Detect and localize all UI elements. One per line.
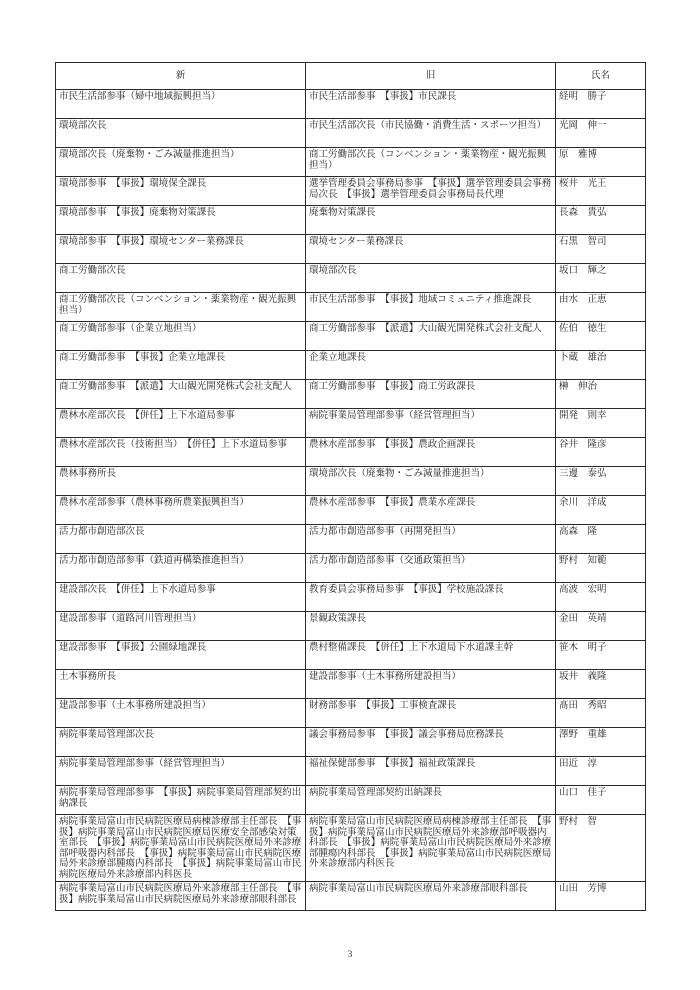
cell-old-position: 廃棄物対策課長 bbox=[306, 206, 556, 235]
table-row bbox=[56, 119, 646, 148]
table-row bbox=[56, 467, 646, 496]
cell-name: 山田 芳博 bbox=[556, 882, 646, 911]
cell-old-position: 活力都市創造部参事（再開発担当） bbox=[306, 525, 556, 554]
cell-name: 長森 貴弘 bbox=[556, 206, 646, 235]
cell-name: 谷井 隆彦 bbox=[556, 438, 646, 467]
table-row bbox=[56, 786, 646, 815]
table-row bbox=[56, 496, 646, 525]
cell-old-position: 福祉保健部参事 【事扱】福祉政策課長 bbox=[306, 757, 556, 786]
table-row bbox=[56, 670, 646, 699]
table-row bbox=[56, 525, 646, 554]
table-row bbox=[56, 612, 646, 641]
cell-old-position: 財務部参事 【事扱】工事検査課長 bbox=[306, 699, 556, 728]
cell-new-position: 商工労働部次長（コンベンション・薬業物産・観光振興担当） bbox=[56, 293, 306, 322]
table-row bbox=[56, 264, 646, 293]
table-row bbox=[56, 438, 646, 467]
table-row bbox=[56, 235, 646, 264]
cell-old-position: 環境部次長 bbox=[306, 264, 556, 293]
cell-new-position: 活力都市創造部次長 bbox=[56, 525, 306, 554]
table-row bbox=[56, 409, 646, 438]
cell-name: 高森 隆 bbox=[556, 525, 646, 554]
cell-new-position: 環境部参事 【事扱】廃棄物対策課長 bbox=[56, 206, 306, 235]
cell-old-position: 環境部次長（廃棄物・ごみ減量推進担当） bbox=[306, 467, 556, 496]
table-row bbox=[56, 699, 646, 728]
table-row bbox=[56, 815, 646, 882]
cell-name: 髙田 秀昭 bbox=[556, 699, 646, 728]
cell-name: 由水 正恵 bbox=[556, 293, 646, 322]
cell-new-position: 環境部参事 【事扱】環境センター業務課長 bbox=[56, 235, 306, 264]
cell-old-position: 選挙管理委員会事務局参事 【事扱】選挙管理委員会事務局次長 【事扱】選挙管理委員会事務局長代理 bbox=[306, 177, 556, 206]
cell-new-position: 病院事業局富山市民病院医療局外来診療部主任部長 【事扱】病院事業局富山市民病院医療局外来診療部眼科部長 bbox=[56, 882, 306, 911]
page-number: 3 bbox=[347, 950, 353, 960]
cell-old-position: 農村整備課長 【併任】上下水道局下水道課主幹 bbox=[306, 641, 556, 670]
table-row bbox=[56, 351, 646, 380]
table-row bbox=[56, 206, 646, 235]
cell-old-position: 環境センター業務課長 bbox=[306, 235, 556, 264]
cell-new-position: 病院事業局管理部次長 bbox=[56, 728, 306, 757]
cell-name: 経明 勝子 bbox=[556, 90, 646, 119]
table-row bbox=[56, 90, 646, 119]
cell-name: 榊 伸治 bbox=[556, 380, 646, 409]
cell-name: 石黒 智司 bbox=[556, 235, 646, 264]
cell-new-position: 環境部次長 bbox=[56, 119, 306, 148]
cell-old-position: 景観政策課長 bbox=[306, 612, 556, 641]
cell-name: 原 雅博 bbox=[556, 148, 646, 177]
cell-old-position: 病院事業局富山市民病院医療局外来診療部眼科部長 bbox=[306, 882, 556, 911]
cell-name: 桜井 光王 bbox=[556, 177, 646, 206]
cell-new-position: 病院事業局管理部参事 【事扱】病院事業局管理部契約出納課長 bbox=[56, 786, 306, 815]
column-header-old: 旧 bbox=[306, 63, 556, 90]
table-row bbox=[56, 380, 646, 409]
table-row bbox=[56, 757, 646, 786]
cell-old-position: 市民生活部参事 【事扱】市民課長 bbox=[306, 90, 556, 119]
cell-new-position: 環境部次長（廃棄物・ごみ減量推進担当） bbox=[56, 148, 306, 177]
cell-name: 野村 智 bbox=[556, 815, 646, 882]
cell-old-position: 商工労働部参事 【事扱】商工労政課長 bbox=[306, 380, 556, 409]
cell-name: 金田 英靖 bbox=[556, 612, 646, 641]
cell-new-position: 土木事務所長 bbox=[56, 670, 306, 699]
cell-name: 坂井 義隆 bbox=[556, 670, 646, 699]
table-row bbox=[56, 293, 646, 322]
cell-new-position: 商工労働部参事 【事扱】企業立地課長 bbox=[56, 351, 306, 380]
cell-old-position: 商工労働部次長（コンベンション・薬業物産・観光振興担当） bbox=[306, 148, 556, 177]
personnel-transfer-table bbox=[55, 62, 646, 911]
table-header-row bbox=[56, 63, 646, 90]
cell-new-position: 病院事業局富山市民病院医療局病棟診療部主任部長 【事扱】病院事業局富山市民病院医療局医療安全部感染対策室部長 【事扱】病院事業局富山市民病院医療局外来診療部呼吸器内科部長 【事扱】病院事業局富山市民病院医療局外来診療部腫瘍内科部長 【事扱】病院事業局富山市民病院医療局外来診療部内科医長 bbox=[56, 815, 306, 882]
cell-name: 坂口 輝之 bbox=[556, 264, 646, 293]
table-row bbox=[56, 148, 646, 177]
cell-old-position: 建設部参事（土木事務所建設担当） bbox=[306, 670, 556, 699]
cell-old-position: 市民生活部参事 【事扱】地域コミュニティ推進課長 bbox=[306, 293, 556, 322]
cell-new-position: 農林事務所長 bbox=[56, 467, 306, 496]
cell-old-position: 病院事業局管理部契約出納課長 bbox=[306, 786, 556, 815]
cell-old-position: 病院事業局富山市民病院医療局病棟診療部主任部長 【事扱】病院事業局富山市民病院医療局外来診療部呼吸器内科部長 【事扱】病院事業局富山市民病院医療局外来診療部腫瘍内科部長 【事扱】病院事業局富山市民病院医療局外来診療部内科医長 bbox=[306, 815, 556, 882]
cell-name: 三邊 泰弘 bbox=[556, 467, 646, 496]
cell-name: 山口 佳子 bbox=[556, 786, 646, 815]
cell-name: 余川 洋成 bbox=[556, 496, 646, 525]
cell-name: 澤野 重雄 bbox=[556, 728, 646, 757]
cell-old-position: 教育委員会事務局参事 【事扱】学校施設課長 bbox=[306, 583, 556, 612]
cell-new-position: 市民生活部参事（婦中地域振興担当） bbox=[56, 90, 306, 119]
cell-new-position: 建設部参事（土木事務所建設担当） bbox=[56, 699, 306, 728]
table-row bbox=[56, 641, 646, 670]
cell-name: 笹木 明子 bbox=[556, 641, 646, 670]
cell-old-position: 商工労働部参事 【派遣】大山観光開発株式会社支配人 bbox=[306, 322, 556, 351]
cell-name: 高波 宏明 bbox=[556, 583, 646, 612]
cell-old-position: 農林水産部参事 【事扱】農業水産課長 bbox=[306, 496, 556, 525]
cell-name: 野村 知範 bbox=[556, 554, 646, 583]
cell-new-position: 活力都市創造部参事（鉄道再構築推進担当） bbox=[56, 554, 306, 583]
cell-old-position: 病院事業局管理部参事（経営管理担当） bbox=[306, 409, 556, 438]
table-body bbox=[56, 90, 646, 911]
cell-old-position: 議会事務局参事 【事扱】議会事務局庶務課長 bbox=[306, 728, 556, 757]
table-row bbox=[56, 583, 646, 612]
table-row bbox=[56, 554, 646, 583]
table-row bbox=[56, 177, 646, 206]
cell-name: 佐伯 徳生 bbox=[556, 322, 646, 351]
table-row bbox=[56, 728, 646, 757]
cell-new-position: 農林水産部次長 【併任】上下水道局参事 bbox=[56, 409, 306, 438]
cell-old-position: 市民生活部次長（市民協働・消費生活・スポーツ担当） bbox=[306, 119, 556, 148]
cell-new-position: 農林水産部参事（農林事務所農業振興担当） bbox=[56, 496, 306, 525]
cell-name: 開発 則幸 bbox=[556, 409, 646, 438]
cell-new-position: 病院事業局管理部参事（経営管理担当） bbox=[56, 757, 306, 786]
cell-name: 田近 淳 bbox=[556, 757, 646, 786]
cell-new-position: 商工労働部参事（企業立地担当） bbox=[56, 322, 306, 351]
cell-old-position: 企業立地課長 bbox=[306, 351, 556, 380]
cell-new-position: 農林水産部次長（技術担当） 【併任】上下水道局参事 bbox=[56, 438, 306, 467]
cell-new-position: 建設部参事（道路河川管理担当） bbox=[56, 612, 306, 641]
cell-new-position: 商工労働部次長 bbox=[56, 264, 306, 293]
cell-new-position: 建設部参事 【事扱】公園緑地課長 bbox=[56, 641, 306, 670]
cell-name: 卜蔵 雄治 bbox=[556, 351, 646, 380]
cell-name: 光岡 伸一 bbox=[556, 119, 646, 148]
cell-new-position: 建設部次長 【併任】上下水道局参事 bbox=[56, 583, 306, 612]
cell-new-position: 環境部参事 【事扱】環境保全課長 bbox=[56, 177, 306, 206]
table-row bbox=[56, 882, 646, 911]
table-row bbox=[56, 322, 646, 351]
column-header-name: 氏名 bbox=[556, 63, 646, 90]
cell-old-position: 活力都市創造部参事（交通政策担当） bbox=[306, 554, 556, 583]
cell-new-position: 商工労働部参事 【派遣】大山観光開発株式会社支配人 bbox=[56, 380, 306, 409]
cell-old-position: 農林水産部参事 【事扱】農政企画課長 bbox=[306, 438, 556, 467]
column-header-new: 新 bbox=[56, 63, 306, 90]
